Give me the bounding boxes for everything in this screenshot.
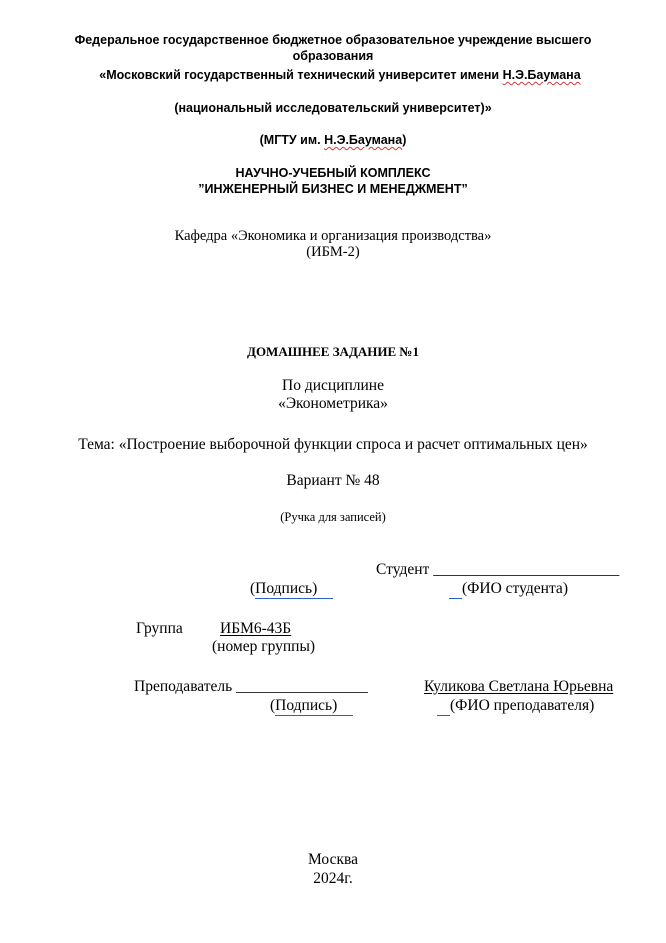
department-line-1: Кафедра «Экономика и организация производства» [174, 228, 492, 244]
group-label: Группа [136, 620, 183, 637]
student-fio-underline [449, 580, 462, 599]
discipline-name: «Эконометрика» [278, 395, 388, 412]
header-line-2: образования [292, 49, 374, 63]
group-value: ИБМ6-43Б [220, 620, 292, 637]
student-fio-label: ФИО студента [467, 580, 563, 597]
teacher-fio-caption: (ФИО преподавателя) [437, 697, 594, 716]
teacher-label: Преподаватель [134, 678, 233, 695]
student-name-blank: ________________________ [433, 561, 620, 578]
group-caption: (номер группы) [212, 638, 316, 655]
student-signature-caption: (Подпись) [250, 580, 333, 597]
assignment-title: ДОМАШНЕЕ ЗАДАНИЕ №1 [247, 344, 419, 359]
footer-year: 2024г. [313, 870, 353, 887]
department-line-2: (ИБМ-2) [306, 244, 360, 260]
topic: Тема: «Построение выборочной функции спроса и расчет оптимальных цен» [78, 436, 588, 453]
variant-note: (Ручка для записей) [280, 510, 386, 524]
abbrev-bauman: Н.Э.Баумана [324, 133, 403, 147]
teacher-name: Куликова Светлана Юрьевна [424, 678, 614, 695]
student-fio-caption: (ФИО студента) [449, 580, 568, 599]
teacher-fio-label: ФИО преподавателя [455, 697, 590, 714]
university-name-prefix: «Московский государственный технический университет имени [99, 68, 503, 82]
header-line-1: Федеральное государственное бюджетное образовательное учреждение высшего [74, 33, 592, 47]
student-signature-label: Подпись) [255, 580, 333, 597]
student-label: Студент [376, 561, 430, 578]
teacher-signature-blank: _________________ [236, 678, 368, 695]
student-row [376, 561, 619, 579]
teacher-signature-label: Подпись) [275, 697, 353, 714]
header-line-5 [0, 133, 666, 147]
teacher-row [134, 678, 368, 696]
discipline-label: По дисциплине [282, 377, 384, 394]
university-name-bauman: Н.Э.Баумана [502, 68, 581, 82]
complex-line-1: НАУЧНО-УЧЕБНЫЙ КОМПЛЕКС [235, 166, 431, 180]
teacher-fio-underline [437, 697, 450, 716]
abbrev-prefix: (МГТУ им. [259, 133, 325, 147]
footer-city: Москва [308, 851, 358, 868]
header-line-4: (национальный исследовательский университет)» [174, 101, 492, 115]
abbrev-suffix: ) [402, 133, 407, 147]
variant: Вариант № 48 [286, 472, 380, 489]
header-line-3 [7, 68, 666, 82]
complex-line-2: ”ИНЖЕНЕРНЫЙ БИЗНЕС И МЕНЕДЖМЕНТ” [198, 182, 468, 196]
teacher-signature-caption: (Подпись) [270, 697, 353, 714]
